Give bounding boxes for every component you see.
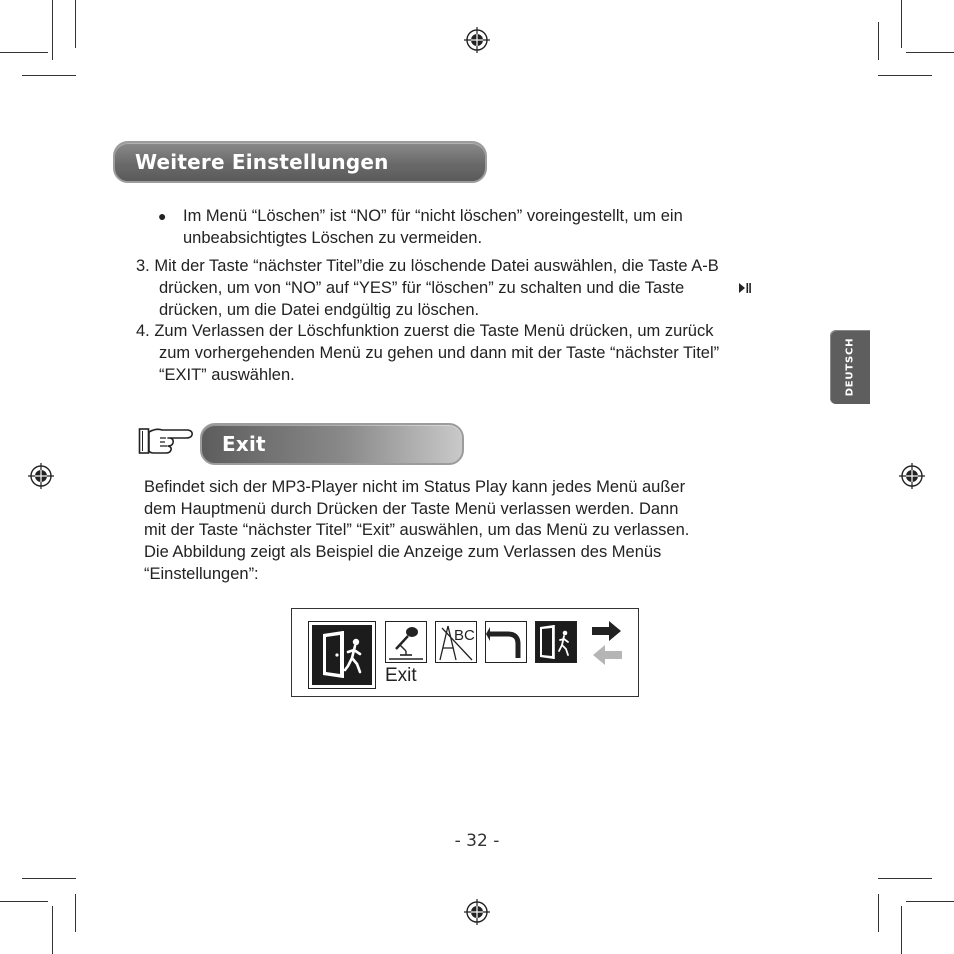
page-number: - 32 - [454,831,500,851]
selected-exit-door-icon [308,621,376,689]
step-3-text-line: drücken, um die Datei endgültig zu löschen. [159,301,480,319]
crop-mark [906,52,954,53]
crop-mark [901,906,902,954]
paragraph-line: Die Abbildung zeigt als Beispiel die Anzeige zum Verlassen des Menüs [144,543,662,561]
language-side-tab [830,330,870,404]
repeat-arrow-icon [485,621,527,663]
paragraph-line: “Einstellungen”: [144,565,259,583]
step-3-text-line: 3. Mit der Taste “nächster Titel”die zu löschende Datei auswählen, die Taste A-B [136,257,719,275]
crop-mark [878,75,932,76]
selected-menu-label: Exit [385,665,417,686]
crop-mark [906,901,954,902]
crop-mark [878,22,879,60]
bullet-symbol: ● [158,208,167,224]
registration-mark-icon [28,463,54,489]
microphone-icon [385,621,427,663]
bullet-text-line: Im Menü “Löschen” ist “NO” für “nicht löschen” voreingestellt, um ein [183,207,683,225]
registration-mark-icon [464,899,490,925]
crop-mark [22,75,76,76]
paragraph-line: dem Hauptmenü durch Drücken der Taste Menü verlassen werden. Dann [144,500,679,518]
play-pause-icon [738,282,752,294]
crop-mark [0,901,48,902]
player-display-illustration [291,608,639,697]
section-heading-text: Exit [222,432,266,456]
step-4-text-line: zum vorhergehenden Menü zu gehen und dann mit der Taste “nächster Titel” [159,344,720,362]
section-heading-exit [200,423,464,465]
abc-text-icon [435,621,477,663]
crop-mark [52,906,53,954]
crop-mark [0,52,48,53]
step-4-text-line: “EXIT” auswählen. [159,366,295,384]
abc-letters: BC [454,627,475,644]
paragraph-line: mit der Taste “nächster Titel” “Exit” auswählen, um das Menü zu verlassen. [144,521,690,539]
exit-door-icon [535,621,577,663]
bullet-text-line: unbeabsichtigtes Löschen zu vermeiden. [183,229,483,247]
scroll-arrows-icon [591,621,623,667]
registration-mark-icon [464,27,490,53]
crop-mark [75,894,76,932]
crop-mark [878,878,932,879]
crop-mark [22,878,76,879]
paragraph-line: Befindet sich der MP3-Player nicht im Status Play kann jedes Menü außer [144,478,686,496]
crop-mark [75,0,76,48]
step-3-text-line: drücken, um von “NO” auf “YES” für “löschen” zu schalten und die Taste [159,279,685,297]
step-4-text-line: 4. Zum Verlassen der Löschfunktion zuerst die Taste Menü drücken, um zurück [136,322,714,340]
crop-mark [878,894,879,932]
pointing-hand-icon [138,425,196,457]
language-side-tab-label: DEUTSCH [844,337,856,397]
crop-mark [901,0,902,48]
crop-mark [52,0,53,60]
registration-mark-icon [899,463,925,489]
section-heading-text: Weitere Einstellungen [135,150,389,174]
section-heading-weitere-einstellungen [113,141,487,183]
